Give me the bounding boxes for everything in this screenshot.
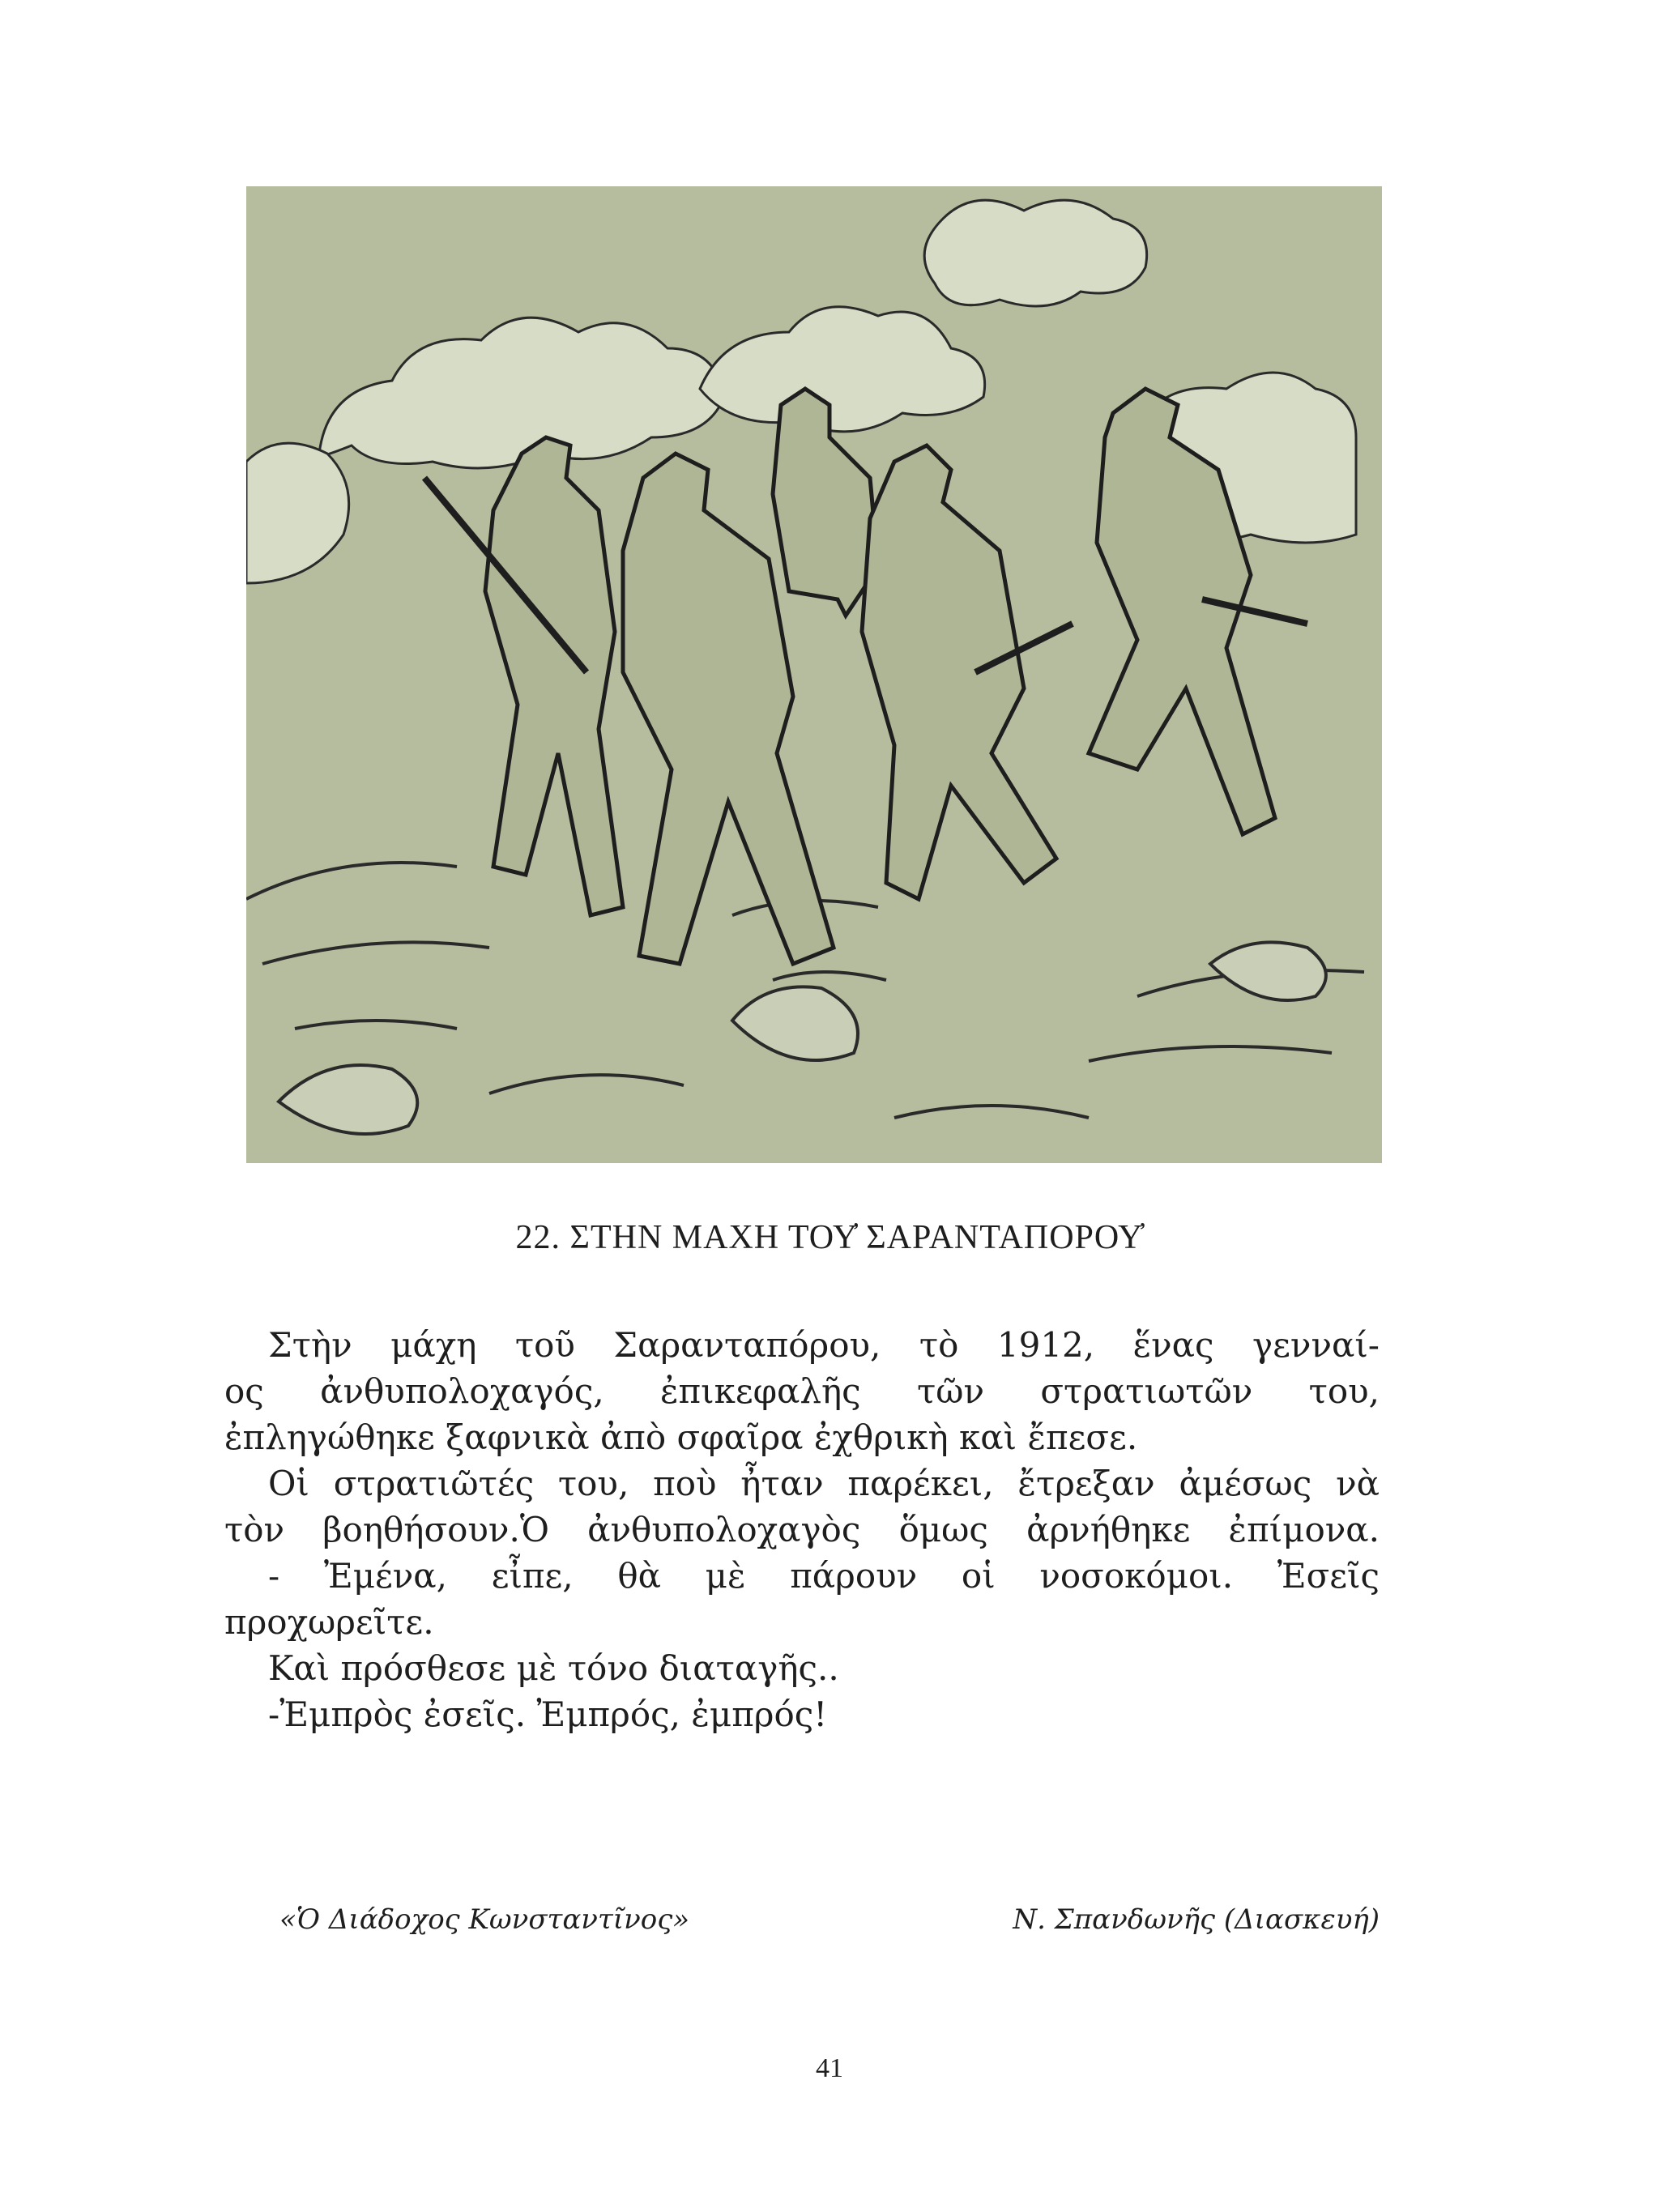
chapter-heading: 22. ΣΤΗΝ ΜΑΧΗ ΤΟΥ̓ ΣΑΡΑΝΤΑΠΟΡΟΥ̓ — [515, 1219, 1144, 1256]
text-line: - Ἐμένα, εἶπε, θὰ μὲ πάρουν οἱ νοσοκόμοι. Ἐσεῖς — [268, 1556, 1380, 1596]
soldiers-charging-drawing — [246, 186, 1382, 1163]
text-line: Οἱ στρατιῶτές του, ποὺ ἦταν παρέκει, ἔτρεξαν ἀμέσως νὰ — [268, 1464, 1380, 1503]
source-citation: «Ὁ Διάδοχος Κωνσταντῖνος» — [279, 1903, 690, 1936]
battle-illustration — [246, 186, 1382, 1163]
text-line: ος ἀνθυπολοχαγός, ἐπικεφαλῆς τῶν στρατιωτῶν του, — [224, 1371, 1380, 1411]
text-line: -Ἐμπρὸς ἐσεῖς. Ἐμπρός, ἐμπρός! — [268, 1694, 828, 1734]
text-line: Καὶ πρόσθεσε μὲ τόνο διαταγῆς.. — [268, 1648, 839, 1688]
story-text — [224, 1322, 1380, 1737]
text-line: προχωρεῖτε. — [224, 1602, 434, 1642]
text-line: Στὴν μάχη τοῦ Σαρανταπόρου, τὸ 1912, ἕνας γενναί- — [268, 1325, 1380, 1365]
text-line: ἐπληγώθηκε ξαφνικὰ ἀπὸ σφαῖρα ἐχθρικὴ καὶ ἔπεσε. — [224, 1417, 1138, 1457]
text-line: τὸν βοηθήσουν.Ὁ ἀνθυπολοχαγὸς ὅμως ἀρνήθηκε ἐπίμονα. — [224, 1510, 1380, 1549]
author-credit: Ν. Σπανδωνῆς (Διασκευή) — [1013, 1903, 1380, 1936]
page-number: 41 — [816, 2053, 843, 2083]
